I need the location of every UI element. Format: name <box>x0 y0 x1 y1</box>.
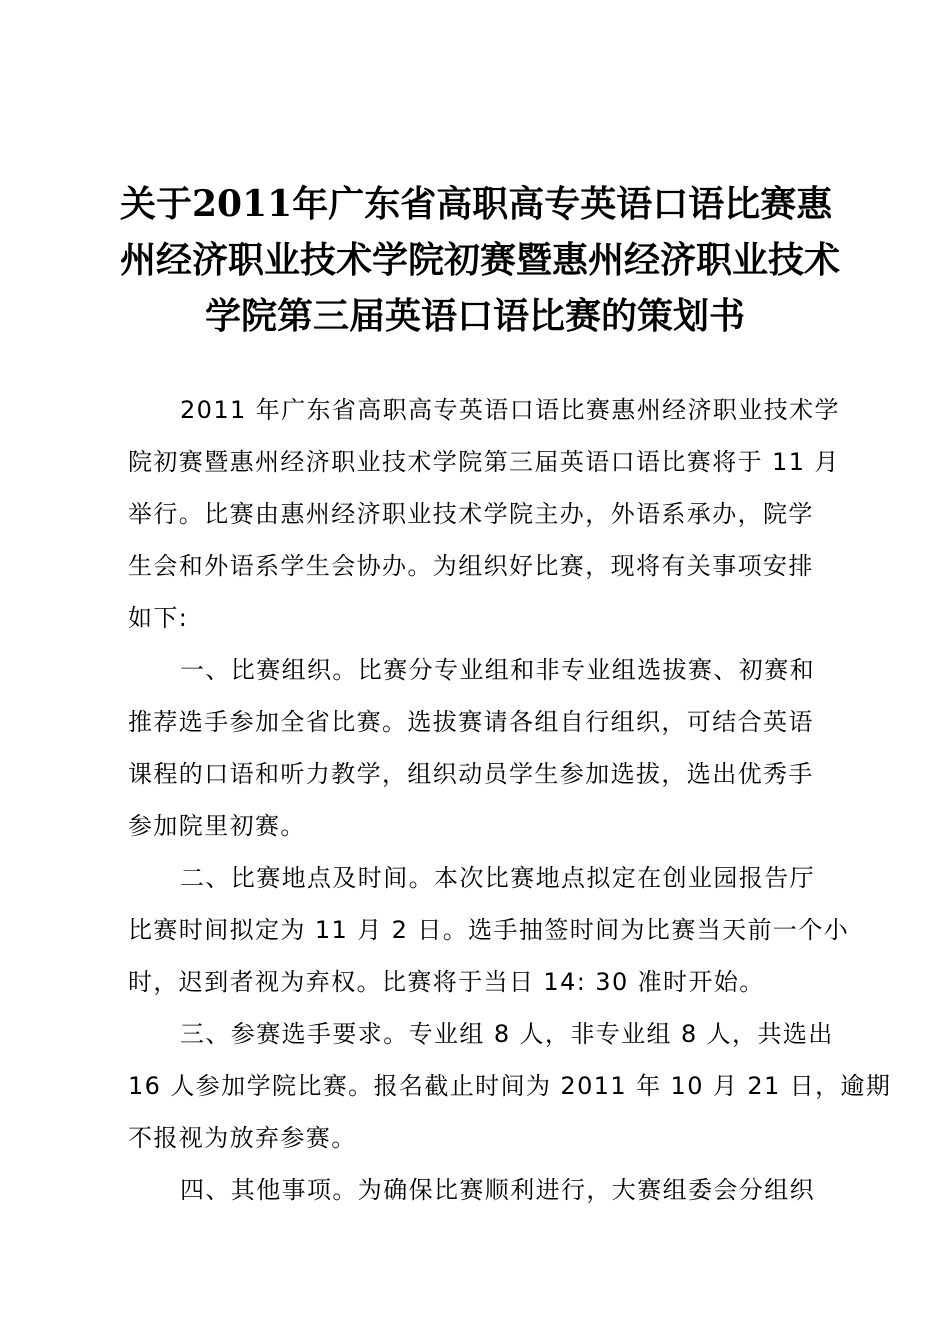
paragraph-requirements <box>128 1008 892 1164</box>
paragraph-line: 四、其他事项。为确保比赛顺利进行，大赛组委会分组织 <box>180 1176 815 1204</box>
document-title <box>120 176 841 344</box>
document-body <box>128 384 892 1216</box>
paragraph-line: 举行。比赛由惠州经济职业技术学院主办，外语系承办，院学 <box>128 500 814 528</box>
paragraph-line: 院初赛暨惠州经济职业技术学院第三届英语口语比赛将于 11 月 <box>128 448 840 476</box>
paragraph-line: 参加院里初赛。 <box>128 812 306 840</box>
paragraph-organization <box>128 644 828 852</box>
paragraph-line: 2011 年广东省高职高专英语口语比赛惠州经济职业技术学 <box>180 396 840 424</box>
paragraph-other <box>128 1164 828 1216</box>
paragraph-line: 二、比赛地点及时间。本次比赛地点拟定在创业园报告厅 <box>180 864 815 892</box>
paragraph-line: 时，迟到者视为弃权。比赛将于当日 14: 30 准时开始。 <box>128 968 765 996</box>
paragraph-line: 一、比赛组织。比赛分专业组和非专业组选拔赛、初赛和 <box>180 656 815 684</box>
paragraph-line: 课程的口语和听力教学，组织动员学生参加选拔，选出优秀手 <box>128 760 814 788</box>
paragraph-intro <box>128 384 840 644</box>
paragraph-line: 推荐选手参加全省比赛。选拔赛请各组自行组织，可结合英语 <box>128 708 814 736</box>
paragraph-line: 16 人参加学院比赛。报名截止时间为 2011 年 10 月 21 日，逾期 <box>128 1072 892 1100</box>
paragraph-line: 三、参赛选手要求。专业组 8 人，非专业组 8 人，共选出 <box>180 1020 834 1048</box>
title-line: 州经济职业技术学院初赛暨惠州经济职业技术 <box>120 239 841 281</box>
paragraph-line: 比赛时间拟定为 11 月 2 日。选手抽签时间为比赛当天前一个小 <box>128 916 850 944</box>
paragraph-line: 如下: <box>128 604 189 632</box>
title-line: 关于2011年广东省高职高专英语口语比赛惠 <box>120 183 833 225</box>
paragraph-line: 不报视为放弃参赛。 <box>128 1124 357 1152</box>
title-line: 学院第三届英语口语比赛的策划书 <box>204 295 745 337</box>
paragraph-venue-time <box>128 852 850 1008</box>
paragraph-line: 生会和外语系学生会协办。为组织好比赛，现将有关事项安排 <box>128 552 814 580</box>
